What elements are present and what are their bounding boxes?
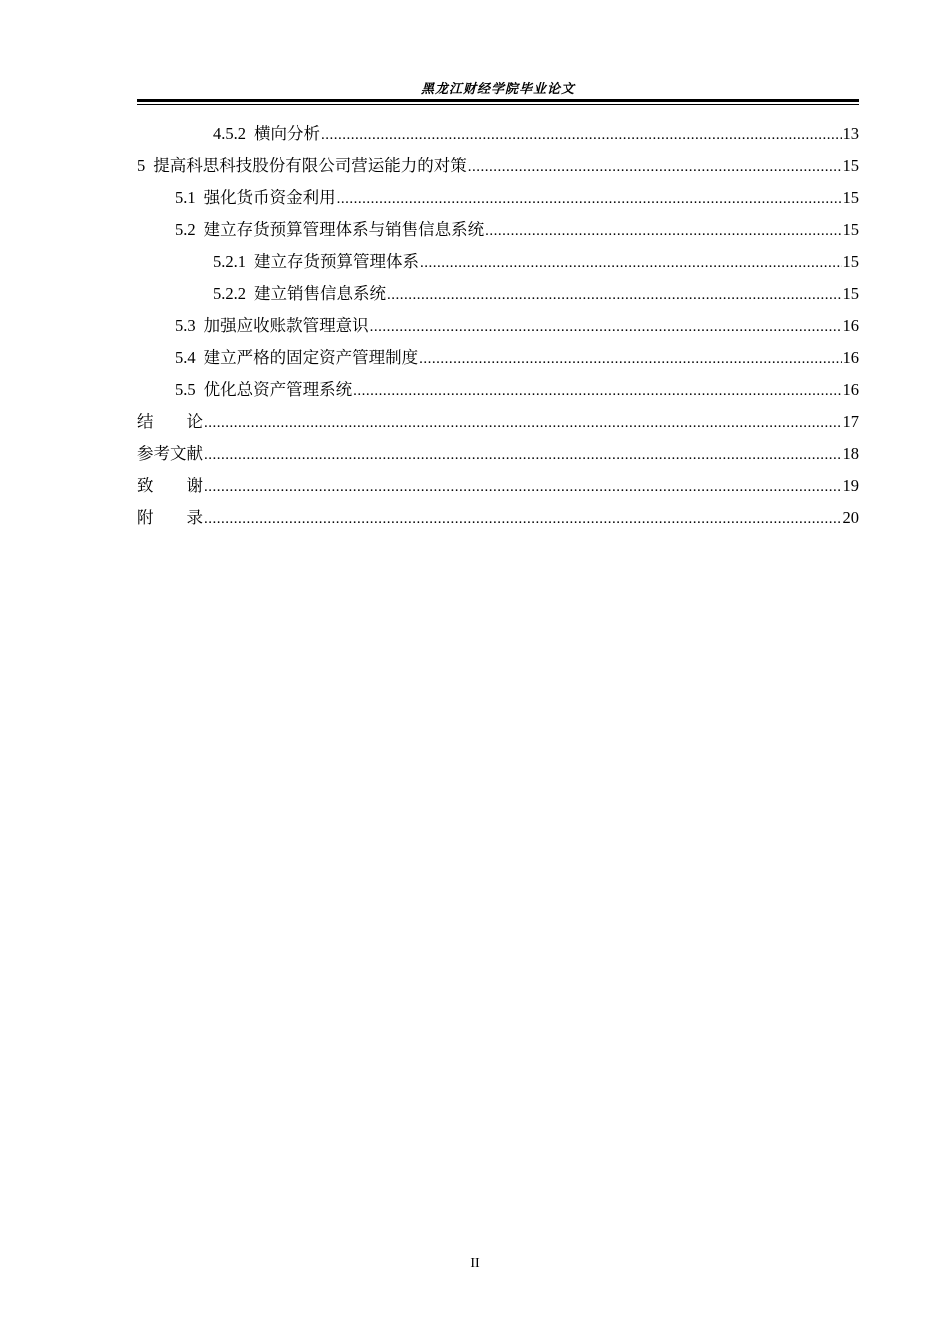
toc-entry-page: 16 [842,316,859,335]
toc-entry-title: 加强应收账款管理意识 [203,316,369,335]
header-rule-thin [137,104,859,105]
toc-entry-title: 强化货币资金利用 [203,188,336,207]
toc-dot-leader [370,311,842,343]
toc-entry-title: 优化总资产管理系统 [203,380,353,399]
toc-entry-title: 建立销售信息系统 [254,284,386,303]
toc-dot-leader [204,439,842,471]
toc-dot-leader [204,503,842,535]
toc-dot-leader [204,471,842,503]
toc-dot-leader [419,343,841,375]
toc-entry-title: 附 录 [137,508,203,527]
toc-entry-number: 5 [137,156,146,175]
toc-entry-title: 建立存货预算管理体系 [254,252,419,271]
toc-entry-title: 结 论 [137,412,203,431]
toc-entry-number: 5.3 [175,316,196,335]
toc-entry-page: 15 [842,284,859,303]
toc-entry-page: 17 [842,412,859,431]
toc-entry-page: 15 [842,220,859,239]
toc-entry-page: 15 [842,252,859,271]
toc-entry-number: 5.2.2 [213,284,246,303]
toc-entry-page: 16 [842,380,859,399]
toc-dot-leader [337,183,842,215]
toc-entry-number: 5.4 [175,348,196,367]
toc-entry-page: 15 [842,188,859,207]
toc-entry-page: 16 [842,348,859,367]
toc-entry[interactable] [137,438,859,470]
toc-entry-title: 建立严格的固定资产管理制度 [203,348,419,367]
toc-entry-title: 横向分析 [254,124,320,143]
toc-dot-leader [420,247,842,279]
toc-entry-number: 5.1 [175,188,196,207]
toc-entry-page: 20 [842,508,859,527]
header-rule-thick [137,99,859,102]
toc-dot-leader [204,407,842,439]
toc-entry-page: 19 [842,476,859,495]
toc-entry-title: 建立存货预算管理体系与销售信息系统 [203,220,485,239]
toc-dot-leader [468,151,842,183]
toc-entry-number: 5.2.1 [213,252,246,271]
toc-entry-page: 13 [842,124,859,143]
toc-entry[interactable] [137,342,859,374]
toc-entry-number: 5.2 [175,220,196,239]
toc-entry-page: 15 [842,156,859,175]
toc-dot-leader [321,119,842,151]
toc-entry[interactable] [137,278,859,310]
toc-dot-leader [485,215,841,247]
toc-entry[interactable] [137,502,859,534]
toc-dot-leader [353,375,841,407]
toc-dot-leader [387,279,842,311]
toc-entry[interactable] [137,246,859,278]
table-of-contents [137,118,859,534]
toc-entry[interactable] [137,374,859,406]
toc-entry[interactable] [137,470,859,502]
toc-entry-number: 5.5 [175,380,196,399]
toc-entry[interactable] [137,182,859,214]
toc-entry[interactable] [137,150,859,182]
toc-entry[interactable] [137,310,859,342]
toc-entry-number: 4.5.2 [213,124,246,143]
toc-entry-title: 提高科思科技股份有限公司营运能力的对策 [153,156,467,175]
page-number: II [470,1256,480,1271]
page-header-title: 黑龙江财经学院毕业论文 [420,82,575,97]
toc-entry[interactable] [137,118,859,150]
toc-entry-title: 致 谢 [137,476,203,495]
toc-entry[interactable] [137,214,859,246]
toc-entry-page: 18 [842,444,859,463]
toc-entry[interactable] [137,406,859,438]
toc-entry-title: 参考文献 [137,444,203,463]
